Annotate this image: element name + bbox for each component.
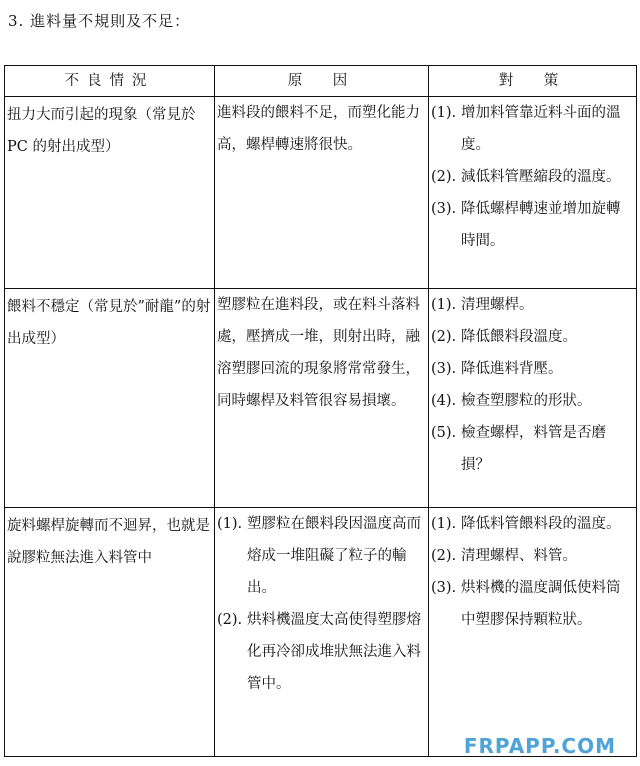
condition-cell xyxy=(5,288,215,508)
table-row xyxy=(5,288,637,508)
condition-cell xyxy=(5,97,215,289)
item-text: 降低料管餵料段的溫度。 xyxy=(461,516,621,533)
item-text: 檢查螺桿，料管是否磨損？ xyxy=(461,424,606,473)
condition-text: 旋料螺桿旋轉而不迴昇，也就是說膠粒無法進入料管中 xyxy=(7,518,210,567)
watermark-logo: FRPAPP.COM xyxy=(463,734,616,758)
remedy-item xyxy=(431,385,634,417)
item-number: (1). xyxy=(217,516,243,533)
cause-list xyxy=(217,289,426,417)
item-text: 清理螺桿。 xyxy=(461,296,534,313)
remedy-item xyxy=(431,572,634,636)
cause-item xyxy=(217,289,426,417)
item-text: 塑膠粒在進料段，或在料斗落料處，壓擠成一堆，則射出時，融溶塑膠回流的現象將常常發生，同時螺桿及料管很容易損壞。 xyxy=(217,296,420,409)
condition-text: 餵料不穩定（常見於”耐龍”的射出成型） xyxy=(7,298,211,347)
condition-cell xyxy=(5,508,215,757)
item-text: 烘料機溫度太高使得塑膠熔化再冷卻成堆狀無法進入料管中。 xyxy=(247,612,421,693)
item-number: (2). xyxy=(431,169,457,185)
item-text: 降低螺桿轉速並增加旋轉時間。 xyxy=(461,201,621,249)
item-text: 降低進料背壓。 xyxy=(461,360,563,377)
remedy-cell xyxy=(429,97,637,289)
cause-item xyxy=(217,97,426,161)
remedy-list xyxy=(431,97,634,257)
condition-text: 扭力大而引起的現象（常見於PC 的射出成型） xyxy=(7,107,196,155)
item-number: (2). xyxy=(431,548,457,565)
remedy-item xyxy=(431,193,634,257)
item-number: (2). xyxy=(431,328,457,345)
item-text: 烘料機的溫度調低使料筒中塑膠保持顆粒狀。 xyxy=(461,580,621,629)
item-text: 增加料管靠近料斗面的溫度。 xyxy=(461,105,621,153)
table-row xyxy=(5,508,637,757)
remedy-item xyxy=(431,540,634,572)
item-number: (3). xyxy=(431,360,457,377)
item-number: (3). xyxy=(431,580,457,597)
remedy-item xyxy=(431,353,634,385)
remedy-item xyxy=(431,161,634,193)
troubleshooting-table xyxy=(4,65,637,757)
item-number: (4). xyxy=(431,392,457,409)
item-text: 清理螺桿、料管。 xyxy=(461,548,577,565)
table-row xyxy=(5,97,637,289)
item-text: 降低餵料段溫度。 xyxy=(461,328,577,345)
remedy-cell xyxy=(429,508,637,757)
item-number: (3). xyxy=(431,201,457,217)
item-number: (1). xyxy=(431,516,457,533)
table-header-row xyxy=(5,66,637,97)
remedy-item xyxy=(431,417,634,481)
cause-cell xyxy=(215,97,429,289)
cause-list xyxy=(217,97,426,161)
section-heading: 3. 進料量不規則及不足： xyxy=(8,12,191,30)
remedy-item xyxy=(431,97,634,161)
remedy-item xyxy=(431,289,634,321)
remedy-cell xyxy=(429,288,637,508)
cause-item xyxy=(217,508,426,604)
remedy-list xyxy=(431,289,634,481)
item-number: (5). xyxy=(431,424,457,441)
cause-cell xyxy=(215,288,429,508)
remedy-item xyxy=(431,508,634,540)
cause-item xyxy=(217,604,426,700)
remedy-item xyxy=(431,321,634,353)
remedy-list xyxy=(431,508,634,636)
item-text: 塑膠粒在餵料段因溫度高而熔成一堆阻礙了粒子的輸出。 xyxy=(247,516,421,597)
header-condition: 不良情況 xyxy=(5,66,215,97)
item-number: (1). xyxy=(431,296,457,313)
header-remedy: 對 策 xyxy=(429,66,637,97)
item-number: (2). xyxy=(217,612,243,629)
item-text: 檢查塑膠粒的形狀。 xyxy=(461,392,592,409)
item-text: 進料段的餵料不足，而塑化能力高，螺桿轉速將很快。 xyxy=(217,105,420,153)
cause-cell xyxy=(215,508,429,757)
header-cause: 原 因 xyxy=(215,66,429,97)
cause-list xyxy=(217,508,426,700)
item-number: (1). xyxy=(431,105,457,121)
item-text: 減低料管壓縮段的溫度。 xyxy=(461,169,621,185)
